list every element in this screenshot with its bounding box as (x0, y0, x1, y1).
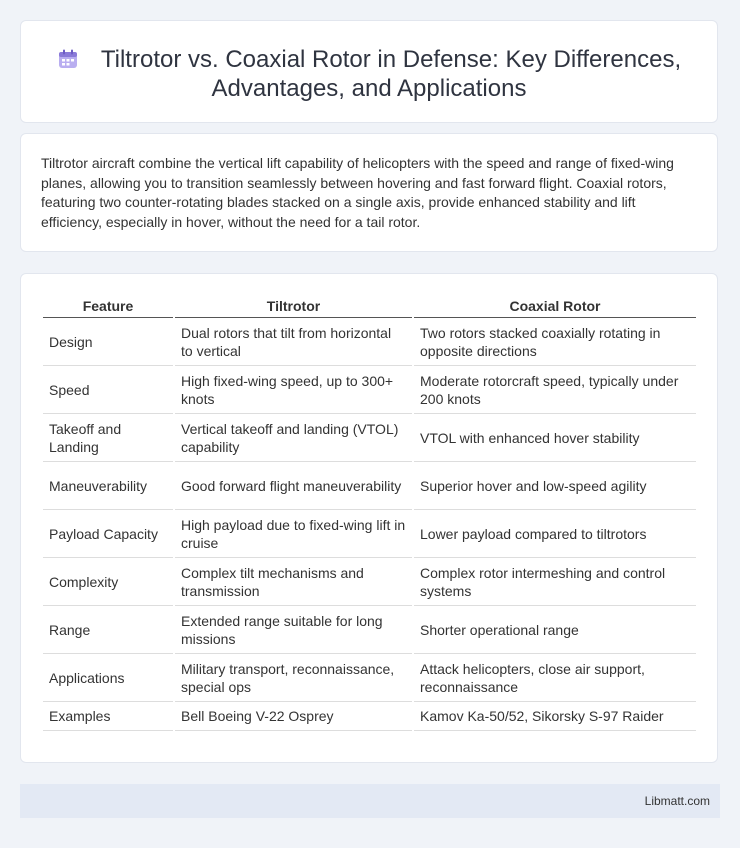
row-feature: Complexity (43, 558, 173, 606)
row-tiltrotor: High fixed-wing speed, up to 300+ knots (175, 366, 412, 414)
table-row (43, 318, 696, 366)
row-feature: Examples (43, 702, 173, 731)
row-coaxial: Superior hover and low-speed agility (414, 462, 696, 510)
row-coaxial: Complex rotor intermeshing and control systems (414, 558, 696, 606)
table-row (43, 462, 696, 510)
footer (20, 784, 720, 818)
row-tiltrotor: Complex tilt mechanisms and transmission (175, 558, 412, 606)
page-title (21, 45, 717, 103)
row-feature: Applications (43, 654, 173, 702)
header-tiltrotor: Tiltrotor (175, 294, 412, 318)
table-row (43, 558, 696, 606)
row-coaxial: VTOL with enhanced hover stability (414, 414, 696, 462)
row-tiltrotor: Bell Boeing V-22 Osprey (175, 702, 412, 731)
row-feature: Range (43, 606, 173, 654)
row-tiltrotor: Vertical takeoff and landing (VTOL) capability (175, 414, 412, 462)
calendar-icon (57, 48, 79, 70)
table-row (43, 510, 696, 558)
row-feature: Takeoff and Landing (43, 414, 173, 462)
table-row (43, 702, 696, 731)
table-row (43, 366, 696, 414)
table-row (43, 606, 696, 654)
row-tiltrotor: Extended range suitable for long missions (175, 606, 412, 654)
comparison-table (41, 294, 698, 731)
row-feature: Payload Capacity (43, 510, 173, 558)
row-feature: Design (43, 318, 173, 366)
row-feature: Maneuverability (43, 462, 173, 510)
table-row (43, 654, 696, 702)
row-coaxial: Moderate rotorcraft speed, typically under 200 knots (414, 366, 696, 414)
row-coaxial: Kamov Ka-50/52, Sikorsky S-97 Raider (414, 702, 696, 731)
intro-paragraph: Tiltrotor aircraft combine the vertical lift capability of helicopters with the speed and range of fixed-wing planes, allowing you to transition seamlessly between hovering and fast forward flight. Coaxial rotors, featuring two counter-rotating blades stacked on a single axis, provide enhanced stability and lift efficiency, especially in hover, without the need for a tail rotor. (41, 155, 674, 230)
table-header-row (43, 294, 696, 318)
row-coaxial: Two rotors stacked coaxially rotating in opposite directions (414, 318, 696, 366)
row-coaxial: Shorter operational range (414, 606, 696, 654)
intro-card (20, 133, 718, 252)
header-coaxial: Coaxial Rotor (414, 294, 696, 318)
comparison-card (20, 273, 718, 763)
table-row (43, 414, 696, 462)
row-tiltrotor: High payload due to fixed-wing lift in cruise (175, 510, 412, 558)
page-title-text: Tiltrotor vs. Coaxial Rotor in Defense: Key Differences, Advantages, and Applications (100, 46, 682, 102)
header-feature: Feature (43, 294, 173, 318)
row-feature: Speed (43, 366, 173, 414)
footer-brand-link[interactable]: Libmatt.com (644, 794, 710, 808)
row-tiltrotor: Good forward flight maneuverability (175, 462, 412, 510)
row-coaxial: Lower payload compared to tiltrotors (414, 510, 696, 558)
title-card (20, 20, 718, 123)
row-tiltrotor: Military transport, reconnaissance, special ops (175, 654, 412, 702)
row-coaxial: Attack helicopters, close air support, reconnaissance (414, 654, 696, 702)
row-tiltrotor: Dual rotors that tilt from horizontal to vertical (175, 318, 412, 366)
